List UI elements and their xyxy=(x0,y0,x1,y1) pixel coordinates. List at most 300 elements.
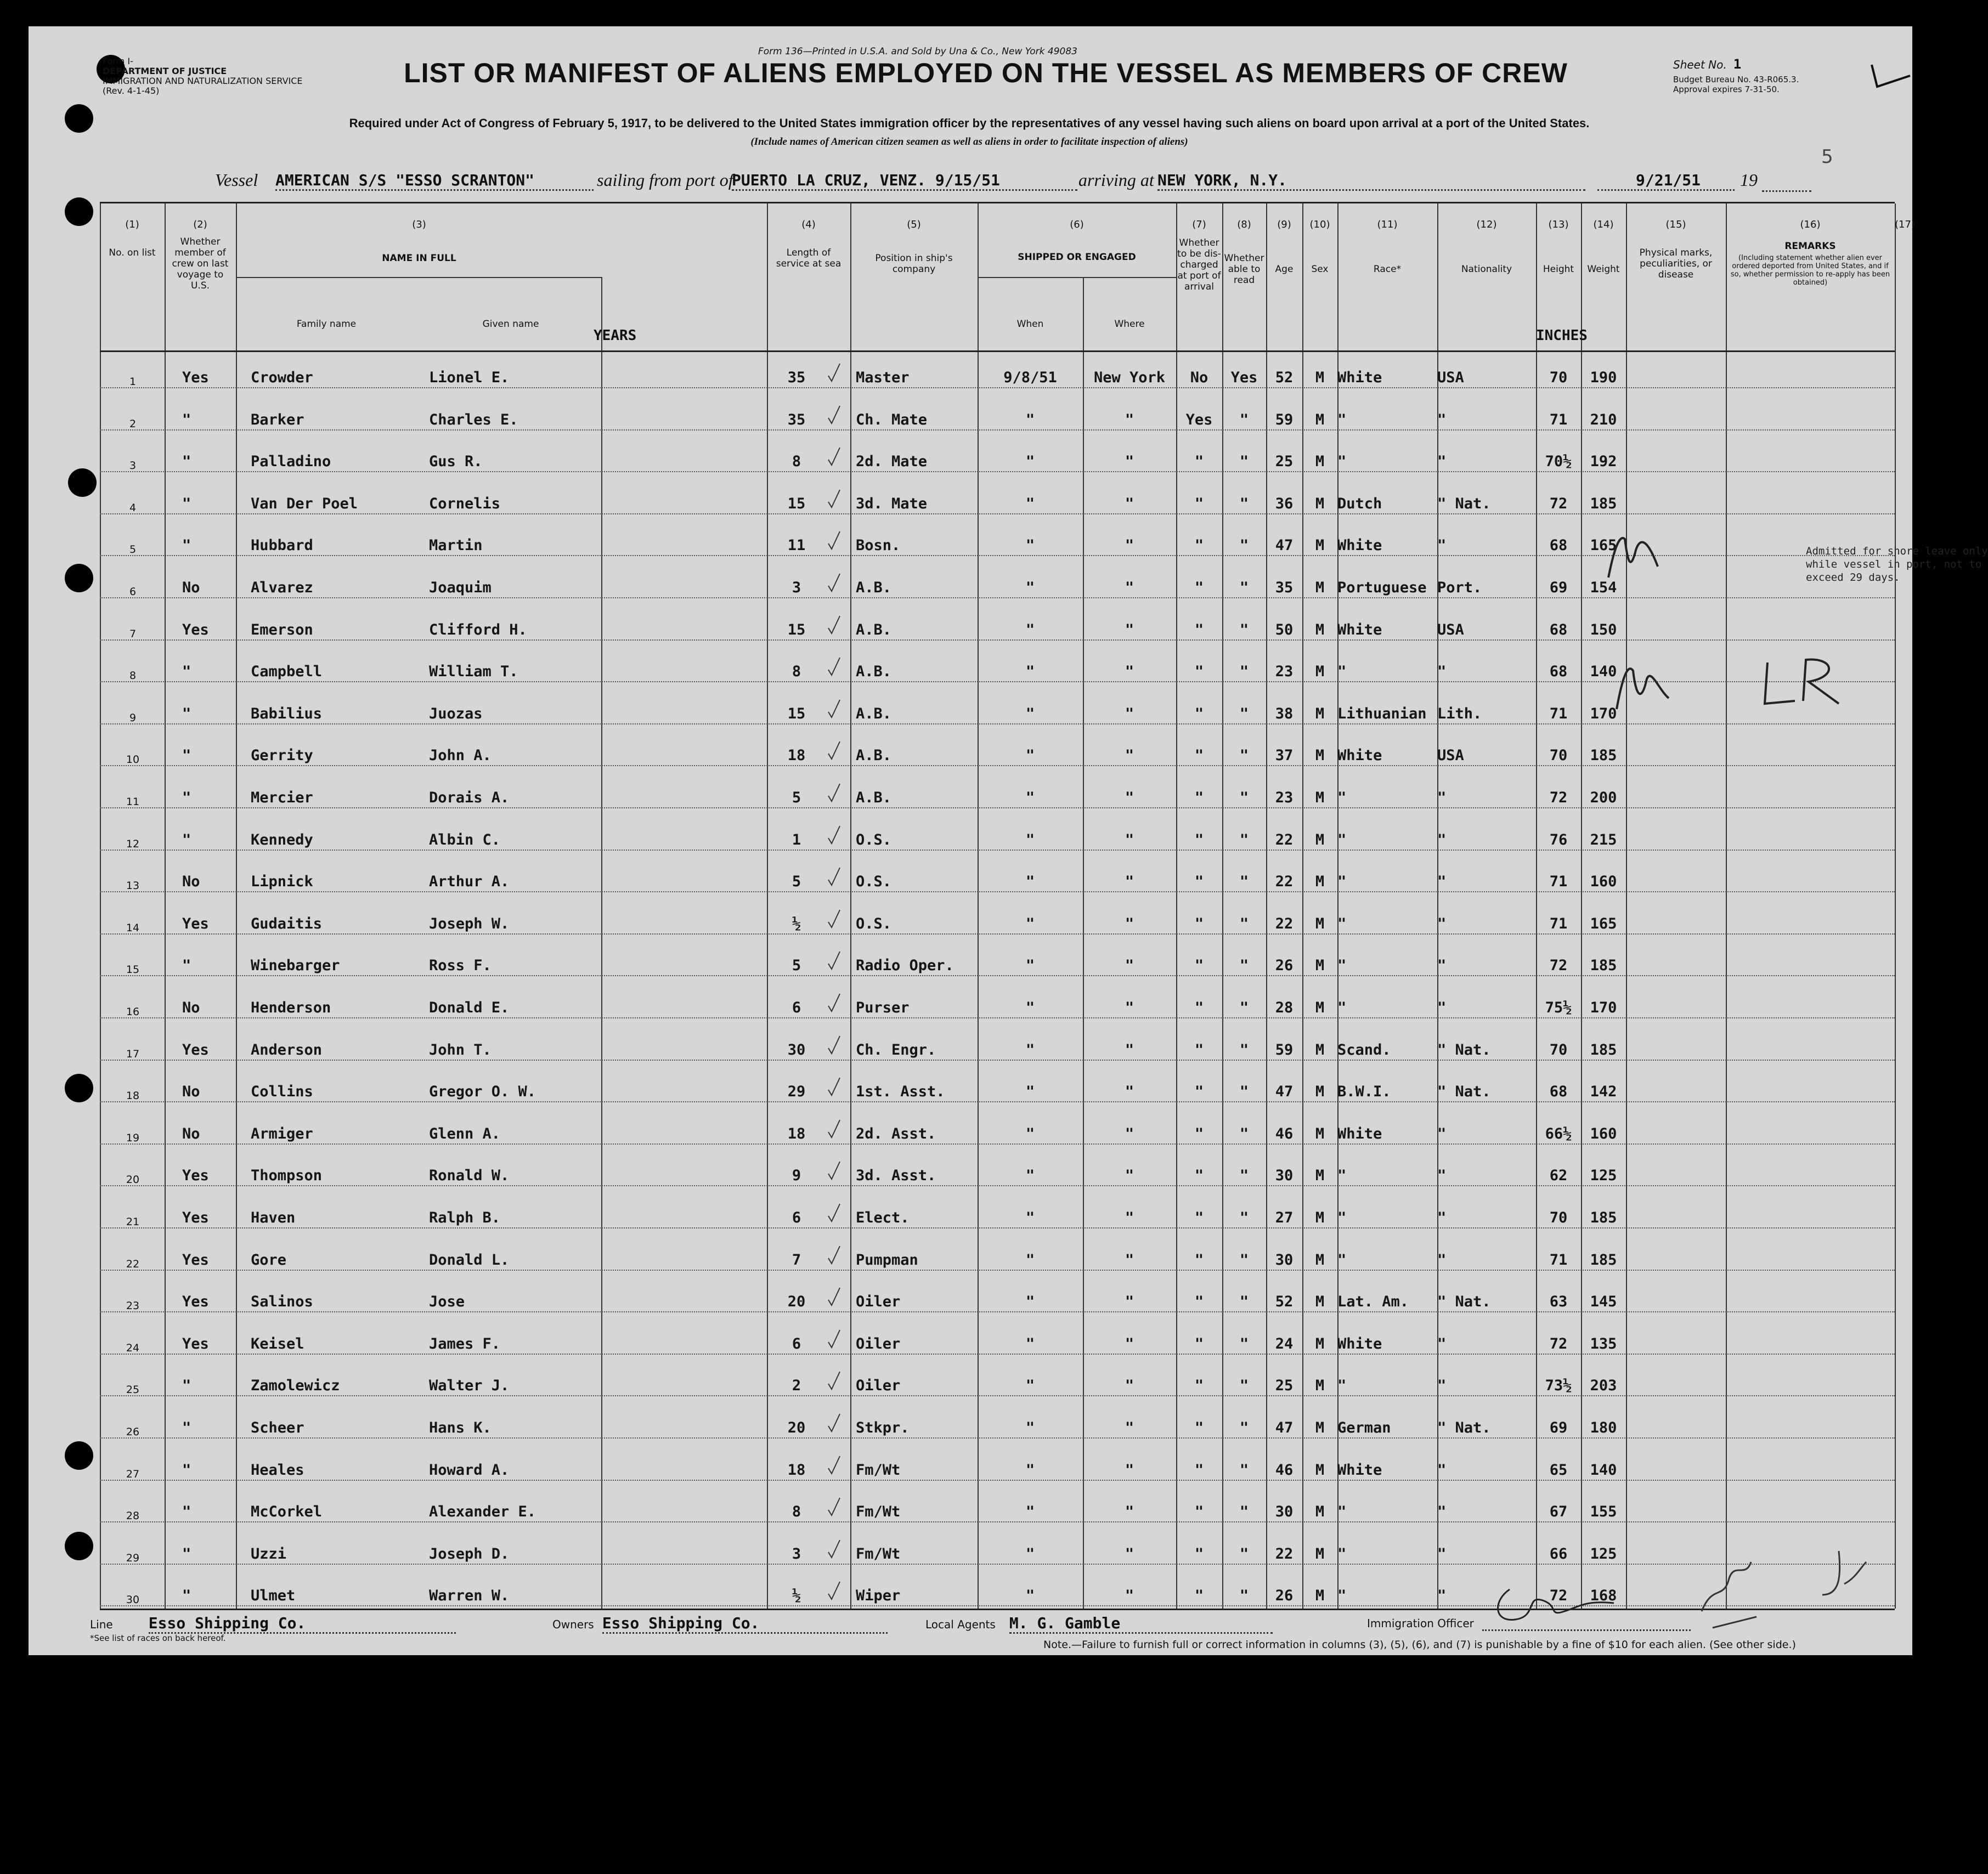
shipped-when-cell: " xyxy=(1025,1377,1035,1395)
nationality-cell: " Nat. xyxy=(1437,1041,1491,1058)
arriving-label: arriving at xyxy=(1078,170,1154,190)
age-cell: 46 xyxy=(1275,1461,1294,1479)
last-voyage-cell: " xyxy=(182,663,191,681)
sex-cell: M xyxy=(1315,1251,1325,1269)
age-cell: 22 xyxy=(1275,831,1294,848)
row-number: 29 xyxy=(126,1552,140,1564)
sex-cell: M xyxy=(1315,579,1325,596)
sex-cell: M xyxy=(1315,369,1325,386)
family-name-cell: Crowder xyxy=(251,369,313,386)
footer-line: Line Esso Shipping Co. xyxy=(90,1614,456,1634)
form-title: LIST OR MANIFEST OF ALIENS EMPLOYED ON THE VESSEL AS MEMBERS OF CREW xyxy=(404,58,1568,88)
weight-cell: 190 xyxy=(1590,369,1617,386)
arrival-date: 9/21/51 xyxy=(1597,171,1735,191)
age-cell: 26 xyxy=(1275,957,1294,975)
nationality-cell: " xyxy=(1437,663,1447,681)
sex-cell: M xyxy=(1315,789,1325,806)
position-cell: O.S. xyxy=(856,915,892,932)
years-service-cell: 5 xyxy=(792,873,801,891)
years-service-cell: 6 xyxy=(792,1209,801,1226)
row-number: 1 xyxy=(129,376,137,388)
budget-bureau-note: Budget Bureau No. 43-R065.3. Approval expires 7-31-50. xyxy=(1673,75,1799,94)
race-cell: White xyxy=(1337,1335,1382,1352)
age-cell: 27 xyxy=(1275,1209,1294,1226)
last-voyage-cell: " xyxy=(182,1545,191,1562)
race-cell: " xyxy=(1337,957,1347,975)
discharged-cell: " xyxy=(1194,705,1204,722)
weight-cell: 203 xyxy=(1590,1377,1617,1395)
shipped-where-cell: " xyxy=(1125,579,1134,596)
family-name-cell: Anderson xyxy=(251,1041,323,1058)
age-cell: 25 xyxy=(1275,453,1294,471)
col-num: (1) xyxy=(125,219,139,230)
height-cell: 70 xyxy=(1549,1041,1568,1058)
col-num: (16) xyxy=(1800,219,1821,230)
check-tick-icon xyxy=(827,614,841,636)
discharged-cell: " xyxy=(1194,999,1204,1016)
sex-cell: M xyxy=(1315,663,1325,681)
height-cell: 69 xyxy=(1549,579,1568,596)
table-row xyxy=(100,1108,1895,1150)
row-number: 27 xyxy=(126,1468,140,1480)
discharged-cell: " xyxy=(1194,537,1204,554)
shipped-when-cell: " xyxy=(1025,1041,1035,1058)
race-cell: " xyxy=(1337,831,1347,848)
years-unit: YEARS xyxy=(594,327,637,344)
age-cell: 28 xyxy=(1275,999,1294,1016)
shipped-when-cell: " xyxy=(1025,1251,1035,1269)
discharged-cell: " xyxy=(1194,1335,1204,1352)
sex-cell: M xyxy=(1315,999,1325,1016)
last-voyage-cell: " xyxy=(182,1461,191,1479)
race-cell: " xyxy=(1337,1209,1347,1226)
header-nationality: Nationality xyxy=(1461,264,1512,275)
shipped-when-cell: " xyxy=(1025,1503,1035,1521)
table-row xyxy=(100,772,1895,814)
race-cell: " xyxy=(1337,1587,1347,1605)
given-name-cell: Ross F. xyxy=(429,957,492,975)
able-read-cell: " xyxy=(1239,1545,1249,1562)
position-cell: A.B. xyxy=(856,663,892,681)
weight-cell: 142 xyxy=(1590,1083,1617,1101)
given-name-cell: James F. xyxy=(429,1335,501,1352)
table-row xyxy=(100,1234,1895,1276)
family-name-cell: Alvarez xyxy=(251,579,313,596)
height-cell: 72 xyxy=(1549,1587,1568,1605)
nationality-cell: " xyxy=(1437,453,1447,471)
race-cell: " xyxy=(1337,1545,1347,1562)
family-name-cell: Palladino xyxy=(251,453,331,471)
position-cell: O.S. xyxy=(856,873,892,891)
check-tick-icon xyxy=(827,1244,841,1266)
race-cell: White xyxy=(1337,1461,1382,1479)
col-num: (3) xyxy=(412,219,426,230)
race-cell: " xyxy=(1337,873,1347,891)
discharged-cell: " xyxy=(1194,873,1204,891)
sex-cell: M xyxy=(1315,495,1325,512)
height-cell: 70 xyxy=(1549,747,1568,765)
discharged-cell: " xyxy=(1194,1419,1204,1436)
race-cell: Lat. Am. xyxy=(1337,1293,1409,1311)
header-when: When xyxy=(1016,319,1044,330)
header-name-in-full: NAME IN FULL xyxy=(382,253,456,264)
years-service-cell: 8 xyxy=(792,1503,801,1521)
sex-cell: M xyxy=(1315,705,1325,722)
years-service-cell: 20 xyxy=(787,1419,806,1436)
position-cell: O.S. xyxy=(856,831,892,848)
given-name-cell: Hans K. xyxy=(429,1419,492,1436)
sex-cell: M xyxy=(1315,1587,1325,1605)
height-cell: 70 xyxy=(1549,1209,1568,1226)
shipped-when-cell: " xyxy=(1025,1419,1035,1436)
weight-cell: 185 xyxy=(1590,1041,1617,1058)
height-cell: 72 xyxy=(1549,789,1568,806)
weight-cell: 155 xyxy=(1590,1503,1617,1521)
position-cell: Oiler xyxy=(856,1293,901,1311)
row-number: 14 xyxy=(126,921,140,934)
shipped-where-cell: " xyxy=(1125,1125,1134,1142)
position-cell: Master xyxy=(856,369,910,386)
last-voyage-cell: " xyxy=(182,957,191,975)
last-voyage-cell: No xyxy=(182,873,200,891)
shipped-where-cell: " xyxy=(1125,747,1134,765)
race-cell: " xyxy=(1337,453,1347,471)
height-cell: 62 xyxy=(1549,1167,1568,1185)
nationality-cell: " Nat. xyxy=(1437,1419,1491,1436)
able-read-cell: " xyxy=(1239,999,1249,1016)
header-height: Height xyxy=(1543,264,1574,275)
table-row xyxy=(100,939,1895,982)
able-read-cell: " xyxy=(1239,1377,1249,1395)
race-cell: White xyxy=(1337,1125,1382,1142)
height-cell: 71 xyxy=(1549,915,1568,932)
table-row xyxy=(100,982,1895,1024)
weight-cell: 170 xyxy=(1590,999,1617,1016)
shipped-when-cell: " xyxy=(1025,747,1035,765)
shipped-where-cell: " xyxy=(1125,1293,1134,1311)
race-cell: Portuguese xyxy=(1337,579,1427,596)
years-service-cell: 15 xyxy=(787,621,806,638)
check-tick-icon xyxy=(827,1579,841,1601)
last-voyage-cell: " xyxy=(182,495,191,512)
age-cell: 47 xyxy=(1275,1419,1294,1436)
able-read-cell: Yes xyxy=(1230,369,1258,386)
family-name-cell: Uzzi xyxy=(251,1545,287,1562)
given-name-cell: Donald E. xyxy=(429,999,510,1016)
years-service-cell: 6 xyxy=(792,1335,801,1352)
years-service-cell: 8 xyxy=(792,663,801,681)
header-no-on-list: No. on list xyxy=(109,247,156,258)
able-read-cell: " xyxy=(1239,1293,1249,1311)
nationality-cell: USA xyxy=(1437,747,1464,765)
shipped-where-cell: " xyxy=(1125,873,1134,891)
sex-cell: M xyxy=(1315,747,1325,765)
able-read-cell: " xyxy=(1239,1503,1249,1521)
col-num: (9) xyxy=(1277,219,1291,230)
weight-cell: 145 xyxy=(1590,1293,1617,1311)
header-sex: Sex xyxy=(1311,264,1329,275)
race-cell: White xyxy=(1337,747,1382,765)
family-name-cell: Van Der Poel xyxy=(251,495,358,512)
last-voyage-cell: " xyxy=(182,537,191,554)
given-name-cell: Ronald W. xyxy=(429,1167,510,1185)
position-cell: Pumpman xyxy=(856,1251,918,1269)
weight-cell: 160 xyxy=(1590,1125,1617,1142)
last-voyage-cell: Yes xyxy=(182,1293,209,1311)
family-name-cell: Mercier xyxy=(251,789,313,806)
position-cell: Radio Oper. xyxy=(856,957,954,975)
handwritten-initial xyxy=(1597,528,1669,588)
family-name-cell: Emerson xyxy=(251,621,313,638)
weight-cell: 185 xyxy=(1590,1251,1617,1269)
check-tick-icon xyxy=(827,404,841,426)
check-tick-icon xyxy=(827,992,841,1014)
last-voyage-cell: " xyxy=(182,747,191,765)
shipped-when-cell: " xyxy=(1025,495,1035,512)
shipped-when-cell: " xyxy=(1025,915,1035,932)
years-service-cell: 2 xyxy=(792,1377,801,1395)
discharged-cell: " xyxy=(1194,1461,1204,1479)
able-read-cell: " xyxy=(1239,1209,1249,1226)
shipped-when-cell: " xyxy=(1025,663,1035,681)
able-read-cell: " xyxy=(1239,453,1249,471)
discharged-cell: " xyxy=(1194,1377,1204,1395)
check-tick-icon xyxy=(827,1496,841,1518)
weight-cell: 210 xyxy=(1590,411,1617,428)
handwritten-signature xyxy=(1488,1578,1619,1628)
height-cell: 68 xyxy=(1549,537,1568,554)
age-cell: 26 xyxy=(1275,1587,1294,1605)
years-service-cell: 8 xyxy=(792,453,801,471)
punch-hole xyxy=(65,1074,93,1102)
height-cell: 69 xyxy=(1549,1419,1568,1436)
last-voyage-cell: No xyxy=(182,1125,200,1142)
discharged-cell: " xyxy=(1194,789,1204,806)
weight-cell: 192 xyxy=(1590,453,1617,471)
years-service-cell: 30 xyxy=(787,1041,806,1058)
shipped-when-cell: " xyxy=(1025,1545,1035,1562)
weight-cell: 168 xyxy=(1590,1587,1617,1605)
height-cell: 70 xyxy=(1549,369,1568,386)
race-cell: B.W.I. xyxy=(1337,1083,1391,1101)
header-weight: Weight xyxy=(1587,264,1620,275)
able-read-cell: " xyxy=(1239,1335,1249,1352)
check-tick-icon xyxy=(827,445,841,467)
family-name-cell: Gudaitis xyxy=(251,915,323,932)
shipped-where-cell: " xyxy=(1125,537,1134,554)
weight-cell: 185 xyxy=(1590,747,1617,765)
nationality-cell: " Nat. xyxy=(1437,1293,1491,1311)
age-cell: 52 xyxy=(1275,369,1294,386)
nationality-cell: " xyxy=(1437,1209,1447,1226)
shipped-where-cell: " xyxy=(1125,411,1134,428)
sex-cell: M xyxy=(1315,1503,1325,1521)
header-able-read: Whether able to read xyxy=(1224,253,1264,286)
row-number: 22 xyxy=(126,1258,140,1270)
nationality-cell: " xyxy=(1437,1167,1447,1185)
weight-cell: 165 xyxy=(1590,915,1617,932)
sex-cell: M xyxy=(1315,1125,1325,1142)
height-cell: 66 xyxy=(1549,1545,1568,1562)
check-tick-icon xyxy=(827,1454,841,1476)
age-cell: 37 xyxy=(1275,747,1294,765)
given-name-cell: Joseph D. xyxy=(429,1545,510,1562)
footer-officer: Immigration Officer xyxy=(1367,1617,1691,1631)
weight-cell: 154 xyxy=(1590,579,1617,596)
given-name-cell: Lionel E. xyxy=(429,369,510,386)
age-cell: 46 xyxy=(1275,1125,1294,1142)
table-row xyxy=(100,352,1895,394)
race-cell: " xyxy=(1337,1251,1347,1269)
shipped-when-cell: " xyxy=(1025,831,1035,848)
check-tick-icon xyxy=(827,1538,841,1560)
position-cell: 3d. Mate xyxy=(856,495,928,512)
discharged-cell: " xyxy=(1194,1041,1204,1058)
handwritten-notation xyxy=(1691,1551,1773,1633)
sex-cell: M xyxy=(1315,1335,1325,1352)
check-tick-icon xyxy=(827,361,841,383)
shipped-where-cell: " xyxy=(1125,957,1134,975)
able-read-cell: " xyxy=(1239,1167,1249,1185)
weight-cell: 180 xyxy=(1590,1419,1617,1436)
family-name-cell: Henderson xyxy=(251,999,331,1016)
last-voyage-cell: Yes xyxy=(182,1251,209,1269)
position-cell: Ch. Engr. xyxy=(856,1041,936,1058)
race-cell: White xyxy=(1337,369,1382,386)
position-cell: A.B. xyxy=(856,621,892,638)
family-name-cell: Barker xyxy=(251,411,304,428)
sex-cell: M xyxy=(1315,915,1325,932)
row-number: 26 xyxy=(126,1426,140,1438)
table-row xyxy=(100,1486,1895,1528)
discharged-cell: " xyxy=(1194,1209,1204,1226)
position-cell: Purser xyxy=(856,999,910,1016)
nationality-cell: " xyxy=(1437,1377,1447,1395)
position-cell: Oiler xyxy=(856,1335,901,1352)
family-name-cell: McCorkel xyxy=(251,1503,323,1521)
height-cell: 72 xyxy=(1549,495,1568,512)
years-service-cell: 18 xyxy=(787,1461,806,1479)
given-name-cell: Dorais A. xyxy=(429,789,510,806)
check-tick-icon xyxy=(827,949,841,971)
col-num: (10) xyxy=(1309,219,1330,230)
able-read-cell: " xyxy=(1239,1461,1249,1479)
height-cell: 68 xyxy=(1549,1083,1568,1101)
sex-cell: M xyxy=(1315,1209,1325,1226)
row-number: 20 xyxy=(126,1174,140,1186)
given-name-cell: Howard A. xyxy=(429,1461,510,1479)
discharged-cell: " xyxy=(1194,663,1204,681)
shipped-when-cell: " xyxy=(1025,1083,1035,1101)
shipped-where-cell: " xyxy=(1125,831,1134,848)
shipped-when-cell: " xyxy=(1025,957,1035,975)
last-voyage-cell: Yes xyxy=(182,915,209,932)
position-cell: Fm/Wt xyxy=(856,1503,901,1521)
sailing-label: sailing from port of xyxy=(597,170,733,190)
age-cell: 30 xyxy=(1275,1251,1294,1269)
years-service-cell: 5 xyxy=(792,789,801,806)
row-number: 24 xyxy=(126,1341,140,1354)
position-cell: Fm/Wt xyxy=(856,1461,901,1479)
nationality-cell: " Nat. xyxy=(1437,495,1491,512)
years-service-cell: 35 xyxy=(787,411,806,428)
shipped-where-cell: " xyxy=(1125,1377,1134,1395)
vessel-label: Vessel xyxy=(215,170,258,190)
include-note: (Include names of American citizen seamen as well as aliens in order to facilitate inspection of aliens) xyxy=(750,136,1188,148)
shipped-where-cell: " xyxy=(1125,495,1134,512)
shipped-where-cell: New York xyxy=(1093,369,1166,386)
check-tick-icon xyxy=(827,1328,841,1350)
last-voyage-cell: Yes xyxy=(182,1167,209,1185)
sex-cell: M xyxy=(1315,1461,1325,1479)
header-age: Age xyxy=(1275,264,1294,275)
arrival-port: NEW YORK, N.Y. xyxy=(1157,171,1585,191)
last-voyage-cell: Yes xyxy=(182,621,209,638)
shipped-where-cell: " xyxy=(1125,1251,1134,1269)
table-row xyxy=(100,898,1895,940)
row-number: 6 xyxy=(129,586,137,598)
shipped-when-cell: " xyxy=(1025,1587,1035,1605)
family-name-cell: Salinos xyxy=(251,1293,313,1311)
age-cell: 30 xyxy=(1275,1503,1294,1521)
shipped-when-cell: " xyxy=(1025,453,1035,471)
header-last-voyage: Whether member of crew on last voyage to U.S. xyxy=(172,236,229,291)
shipped-when-cell: " xyxy=(1025,1293,1035,1311)
family-name-cell: Campbell xyxy=(251,663,323,681)
handwritten-initials xyxy=(1757,652,1850,712)
years-service-cell: 7 xyxy=(792,1251,801,1269)
race-cell: " xyxy=(1337,411,1347,428)
col-num: (14) xyxy=(1593,219,1614,230)
able-read-cell: " xyxy=(1239,579,1249,596)
position-cell: 2d. Asst. xyxy=(856,1125,936,1142)
shipped-where-cell: " xyxy=(1125,999,1134,1016)
row-number: 3 xyxy=(129,460,137,472)
shipped-where-cell: " xyxy=(1125,1545,1134,1562)
weight-cell: 215 xyxy=(1590,831,1617,848)
race-cell: Lithuanian xyxy=(1337,705,1427,722)
shipped-when-cell: " xyxy=(1025,411,1035,428)
able-read-cell: " xyxy=(1239,411,1249,428)
shipped-where-cell: " xyxy=(1125,453,1134,471)
height-cell: 73½ xyxy=(1545,1377,1572,1395)
header-race: Race* xyxy=(1373,264,1402,275)
weight-cell: 150 xyxy=(1590,621,1617,638)
given-name-cell: Warren W. xyxy=(429,1587,510,1605)
col-num: (15) xyxy=(1665,219,1686,230)
handwritten-mark xyxy=(1811,1545,1872,1606)
given-name-cell: Cornelis xyxy=(429,495,501,512)
able-read-cell: " xyxy=(1239,747,1249,765)
check-tick-icon xyxy=(827,655,841,677)
table-row xyxy=(100,1318,1895,1360)
discharged-cell: " xyxy=(1194,747,1204,765)
punch-hole xyxy=(65,197,93,226)
nationality-cell: " xyxy=(1437,1251,1447,1269)
table-row xyxy=(100,1444,1895,1486)
header-shipped-engaged: SHIPPED OR ENGAGED xyxy=(1018,252,1136,263)
given-name-cell: Alexander E. xyxy=(429,1503,536,1521)
age-cell: 59 xyxy=(1275,1041,1294,1058)
family-name-cell: Thompson xyxy=(251,1167,323,1185)
shipped-when-cell: " xyxy=(1025,999,1035,1016)
position-cell: Elect. xyxy=(856,1209,910,1226)
header-remarks-sub: (Including statement whether alien ever ordered deported from United States, and if so, whether permission to re-apply has been obtained) xyxy=(1730,254,1890,287)
position-cell: A.B. xyxy=(856,705,892,722)
shipped-where-cell: " xyxy=(1125,1503,1134,1521)
able-read-cell: " xyxy=(1239,1587,1249,1605)
given-name-cell: Jose xyxy=(429,1293,465,1311)
